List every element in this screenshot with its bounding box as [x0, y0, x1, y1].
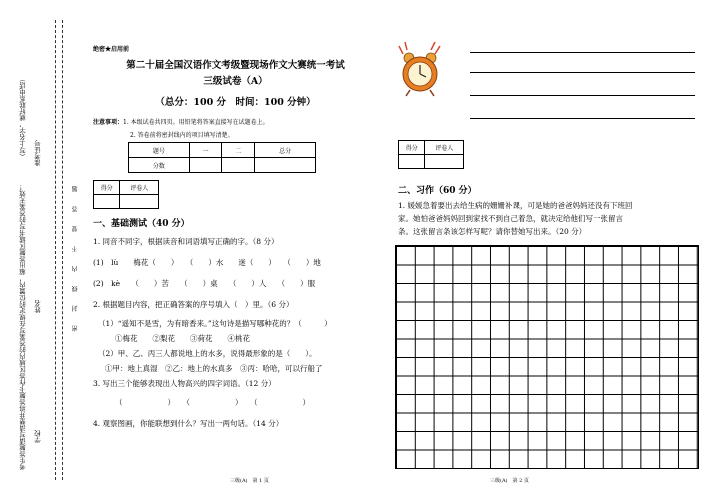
question-2: 2. 根据题目内容，把正确答案的序号填入（ ）里。（6 分）: [93, 300, 294, 309]
essay-prompt-line-1: 1. 媛媛急着要出去给生病的姗姗补课，可是她的爸爸妈妈还没有下班回: [398, 201, 633, 210]
score-table-row-label: 分数: [129, 158, 190, 173]
essay-prompt-line-2: 家。她怕爸爸妈妈回到家找不到自己着急，就决定给他们写一张留言: [398, 214, 623, 223]
score-cell[interactable]: [189, 158, 222, 173]
essay-writing-grid[interactable]: [395, 245, 699, 469]
answer-line[interactable]: [470, 118, 695, 119]
margin-school-label: 学校: [34, 430, 42, 443]
answer-line[interactable]: [470, 95, 695, 96]
exam-title: 第二十届全国汉语作文考级暨现场作文大赛统一考试: [126, 60, 345, 71]
question-1-line-2: (2) kè （ ）苦 （ ）桌 （ ）人 （ ）服: [93, 279, 316, 288]
notice: [93, 116, 269, 142]
answer-line[interactable]: [470, 52, 695, 53]
score-cell[interactable]: [255, 158, 316, 173]
answer-line[interactable]: [470, 72, 695, 73]
margin-name-prompt: （写上名字，就好联系电话）: [19, 75, 27, 160]
exam-level: 三级试卷（A）: [203, 76, 268, 87]
question-2-sub-2-options: ①甲：地上真湿 ②乙：地上的水真多 ③丙：哈哈，可以行船了: [105, 364, 323, 373]
margin-exam-id-label: 准考证号: [34, 140, 42, 166]
footer-left: 三级(A) 第 1 页: [230, 478, 269, 484]
scorer-name-cell[interactable]: [120, 195, 159, 209]
section2-title: 二、习作（60 分）: [398, 186, 477, 196]
alarm-clock-icon: [395, 40, 445, 100]
question-2-sub-2: （2）甲、乙、丙三人都说地上的水多，说得最形象的是（ ）。: [98, 349, 317, 358]
question-1: 1. 同音不同字，根据读音和词语填写正确的字。（8 分）: [93, 237, 279, 246]
scorer-label: 评卷人: [120, 181, 159, 195]
scorer-score-cell[interactable]: [399, 155, 425, 169]
scorer-box-1: [93, 180, 159, 209]
section1-title: 一、基础测试（40 分）: [93, 219, 190, 229]
score-table-header: 题号: [129, 143, 190, 158]
notice-label: 注意事项：: [93, 119, 124, 126]
essay-prompt-line-3: 条。这张留言条该怎样写呢？请你替她写出来。（20 分）: [398, 227, 587, 236]
question-3-blanks[interactable]: （ ） （ ） （ ）: [115, 398, 310, 407]
scorer-box-2: [398, 140, 464, 169]
scorer-score-cell[interactable]: [94, 195, 120, 209]
notice-item-1: 1. 本级试卷共四页。用铅笔将答案直接写在试题卷上。: [123, 119, 269, 126]
scorer-score-label: 得分: [399, 141, 425, 155]
seal-line-text: 密 封 线 内 不 要 答 题: [72, 180, 79, 332]
question-4: 4. 观察图画，你能联想到什么？写出一两句话。（14 分）: [93, 419, 284, 428]
seal-line-2: [62, 20, 63, 480]
margin-name-label: 姓名: [34, 300, 42, 313]
question-2-sub-1-options: ①梅花 ②梨花 ③荷花 ④桃花: [115, 334, 250, 343]
margin-instructions: 考生答题请写清楚并将答题卡作答区域内的答案写在规定的位置内，超出答题区域书写的答案无效！: [19, 184, 27, 470]
score-table-header: 二: [222, 143, 255, 158]
seal-line-1: [55, 20, 56, 480]
score-time: （总分：100 分 时间：100 分钟）: [155, 97, 316, 108]
footer-right: 三级(A) 第 2 页: [490, 478, 529, 484]
secret-label: 绝密★启用前: [93, 46, 130, 53]
score-table: [128, 142, 316, 173]
scorer-name-cell[interactable]: [425, 155, 464, 169]
score-table-header: 一: [189, 143, 222, 158]
score-table-header: 总分: [255, 143, 316, 158]
score-cell[interactable]: [222, 158, 255, 173]
scorer-score-label: 得分: [94, 181, 120, 195]
question-2-sub-1: （1）“遥知不是雪，为有暗香来。”这句诗是描写哪种花的？（ ）: [98, 319, 332, 328]
notice-item-2: 2. 答卷前将密封线内的项目填写清楚。: [130, 132, 234, 139]
question-1-line-1: (1) lù 梅花（ ） （ ）水 迷（ ） （ ）地: [93, 258, 321, 267]
question-3: 3. 写出三个能够表现出人物高兴的四字词语。（12 分）: [93, 379, 276, 388]
scorer-label: 评卷人: [425, 141, 464, 155]
